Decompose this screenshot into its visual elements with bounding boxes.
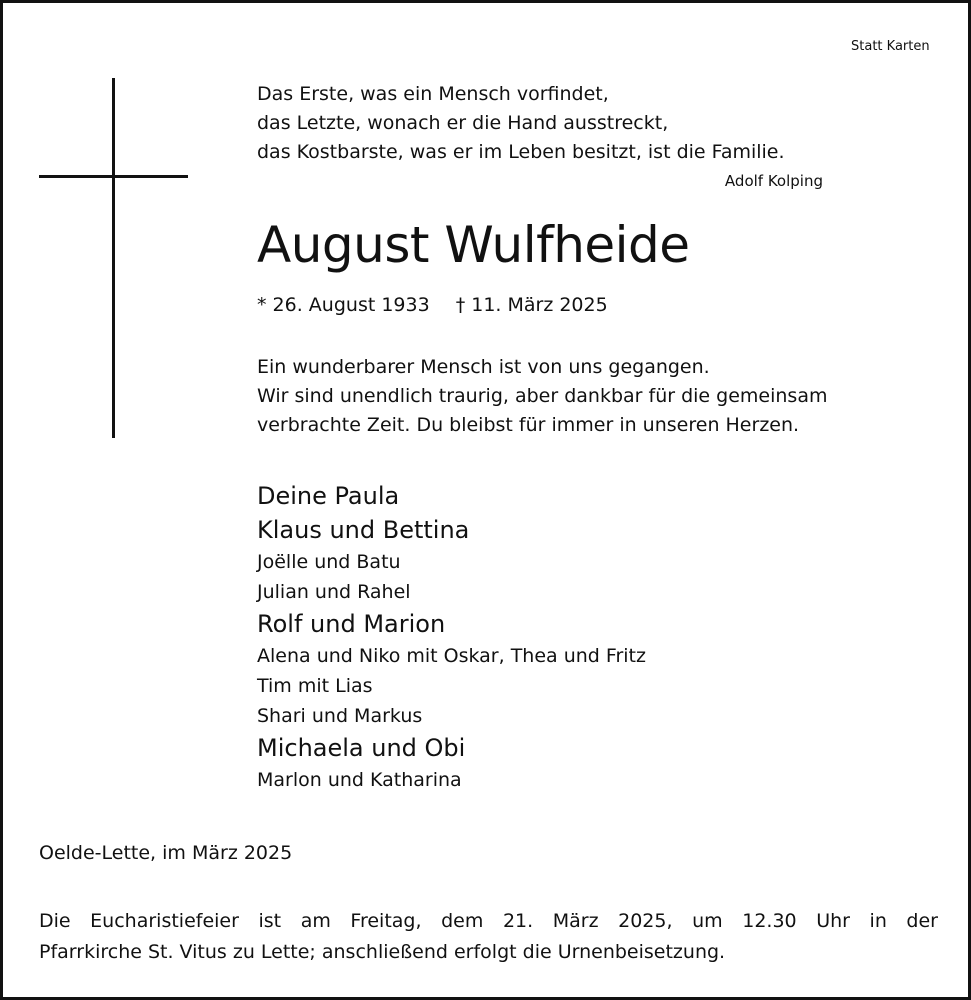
family-list <box>257 479 646 795</box>
quote-line: das Kostbarste, was er im Leben besitzt, ist die Familie. <box>257 141 785 163</box>
family-member-primary: Rolf und Marion <box>257 610 446 638</box>
family-member-primary: Deine Paula <box>257 482 400 510</box>
birth-date: * 26. August 1933 <box>257 294 430 316</box>
message-block <box>257 353 827 440</box>
death-date: † 11. März 2025 <box>455 294 608 316</box>
quote-author: Adolf Kolping <box>724 172 823 190</box>
family-member-primary: Klaus und Bettina <box>257 516 470 544</box>
cross-icon-vertical-bar <box>112 78 115 438</box>
family-member-primary: Michaela und Obi <box>257 734 466 762</box>
quote-line: Das Erste, was ein Mensch vorfindet, <box>257 83 609 105</box>
family-member-secondary: Julian und Rahel <box>257 581 411 603</box>
family-member-secondary: Alena und Niko mit Oskar, Thea und Fritz <box>257 645 646 667</box>
message-line: Wir sind unendlich traurig, aber dankbar für die gemeinsam <box>257 385 828 407</box>
place-date: Oelde-Lette, im März 2025 <box>39 842 293 864</box>
ceremony-line: Pfarrkirche St. Vitus zu Lette; anschließend erfolgt die Urnenbeisetzung. <box>39 941 726 963</box>
ceremony-line: Die Eucharistiefeier ist am Freitag, dem 21. März 2025, um 12.30 Uhr in der <box>39 910 938 932</box>
family-member-secondary: Marlon und Katharina <box>257 769 462 791</box>
deceased-name: August Wulfheide <box>257 216 690 274</box>
family-member-secondary: Joëlle und Batu <box>257 551 401 573</box>
message-line: Ein wunderbarer Mensch ist von uns gegangen. <box>257 356 710 378</box>
cross-icon-horizontal-bar <box>39 175 188 178</box>
message-line: verbrachte Zeit. Du bleibst für immer in unseren Herzen. <box>257 414 800 436</box>
statt-karten-label: Statt Karten <box>851 39 930 54</box>
ceremony-info <box>39 906 938 968</box>
family-member-secondary: Shari und Markus <box>257 705 423 727</box>
quote-block <box>257 80 785 167</box>
life-dates <box>257 294 608 316</box>
family-member-secondary: Tim mit Lias <box>257 675 373 697</box>
quote-line: das Letzte, wonach er die Hand ausstreckt, <box>257 112 669 134</box>
